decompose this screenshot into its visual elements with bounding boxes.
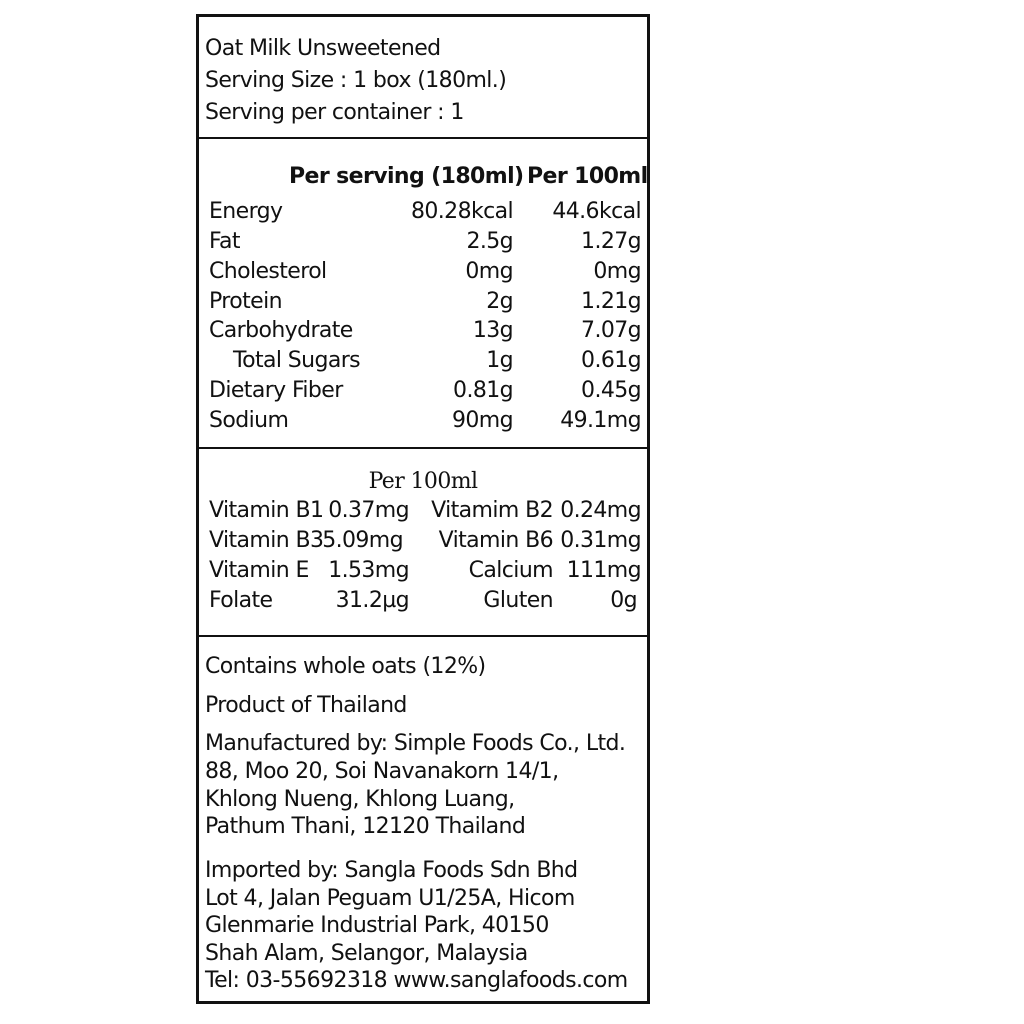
vitamin-value: 0.37mg bbox=[328, 498, 409, 523]
contact-line: Tel: 03-55692318 www.sanglafoods.com bbox=[205, 968, 628, 993]
vitamin-value: 111mg bbox=[566, 558, 641, 583]
nutrient-name: Cholesterol bbox=[209, 259, 327, 284]
importer-line: Shah Alam, Selangor, Malaysia bbox=[205, 941, 528, 966]
manufacturer-line: Pathum Thani, 12120 Thailand bbox=[205, 814, 526, 839]
col-header-per-100ml: Per 100ml bbox=[527, 164, 648, 189]
vitamins-heading: Per 100ml bbox=[368, 469, 478, 494]
vitamin-name: Calcium bbox=[468, 558, 553, 583]
nutrient-per-serving: 2g bbox=[486, 289, 513, 314]
vitamin-name: Vitamin E bbox=[209, 558, 309, 583]
nutrient-per-serving: 90mg bbox=[452, 408, 513, 433]
nutrient-per-serving: 0.81g bbox=[453, 378, 513, 403]
nutrient-per-100ml: 0.45g bbox=[581, 378, 641, 403]
nutrient-per-100ml: 1.21g bbox=[581, 289, 641, 314]
vitamin-name: Gluten bbox=[483, 588, 553, 613]
vitamin-value: 0.24mg bbox=[560, 498, 641, 523]
manufacturer-line: 88, Moo 20, Soi Navanakorn 14/1, bbox=[205, 759, 559, 784]
nutrient-per-100ml: 7.07g bbox=[581, 318, 641, 343]
vitamin-value: 1.53mg bbox=[328, 558, 409, 583]
nutrient-per-serving: 2.5g bbox=[466, 229, 513, 254]
nutrient-per-100ml: 44.6kcal bbox=[552, 199, 641, 224]
nutrient-per-100ml: 0mg bbox=[593, 259, 641, 284]
nutrient-name: Sodium bbox=[209, 408, 289, 433]
nutrient-per-serving: 80.28kcal bbox=[410, 199, 513, 224]
nutrient-per-serving: 1g bbox=[486, 348, 513, 373]
ingredient-note: Contains whole oats (12%) bbox=[205, 654, 486, 679]
nutrient-per-100ml: 1.27g bbox=[581, 229, 641, 254]
serving-size: Serving Size : 1 box (180ml.) bbox=[205, 68, 507, 93]
nutrient-per-100ml: 49.1mg bbox=[560, 408, 641, 433]
vitamin-value: 31.2µg bbox=[335, 588, 409, 613]
importer-line: Lot 4, Jalan Peguam U1/25A, Hicom bbox=[205, 886, 575, 911]
nutrition-label bbox=[196, 14, 650, 1004]
nutrient-name: Carbohydrate bbox=[209, 318, 353, 343]
nutrient-per-100ml: 0.61g bbox=[581, 348, 641, 373]
vitamin-name: Vitamin B1 bbox=[209, 498, 324, 523]
nutrient-name: Dietary Fiber bbox=[209, 378, 343, 403]
importer-line: Imported by: Sangla Foods Sdn Bhd bbox=[205, 858, 578, 883]
vitamin-value: 0g bbox=[610, 588, 637, 613]
product-name: Oat Milk Unsweetened bbox=[205, 36, 441, 61]
nutrient-name: Total Sugars bbox=[233, 348, 361, 373]
vitamin-value: 0.31mg bbox=[560, 528, 641, 553]
vitamin-name: Vitamin B6 bbox=[438, 528, 553, 553]
col-header-per-serving: Per serving (180ml) bbox=[289, 164, 524, 189]
nutrient-name: Fat bbox=[209, 229, 240, 254]
divider bbox=[199, 635, 647, 637]
importer-line: Glenmarie Industrial Park, 40150 bbox=[205, 913, 549, 938]
nutrient-per-serving: 13g bbox=[472, 318, 513, 343]
nutrient-per-serving: 0mg bbox=[465, 259, 513, 284]
nutrient-name: Energy bbox=[209, 199, 283, 224]
divider bbox=[199, 447, 647, 449]
divider bbox=[199, 137, 647, 139]
nutrient-name: Protein bbox=[209, 289, 282, 314]
origin-text: Product of Thailand bbox=[205, 693, 407, 718]
vitamin-name: Vitamim B2 bbox=[431, 498, 553, 523]
vitamin-name: Vitamin B3 bbox=[209, 528, 324, 553]
manufacturer-line: Manufactured by: Simple Foods Co., Ltd. bbox=[205, 731, 626, 756]
vitamin-name: Folate bbox=[209, 588, 273, 613]
manufacturer-line: Khlong Nueng, Khlong Luang, bbox=[205, 787, 515, 812]
servings-per-container: Serving per container : 1 bbox=[205, 100, 464, 125]
vitamin-value: 5.09mg bbox=[322, 528, 403, 553]
